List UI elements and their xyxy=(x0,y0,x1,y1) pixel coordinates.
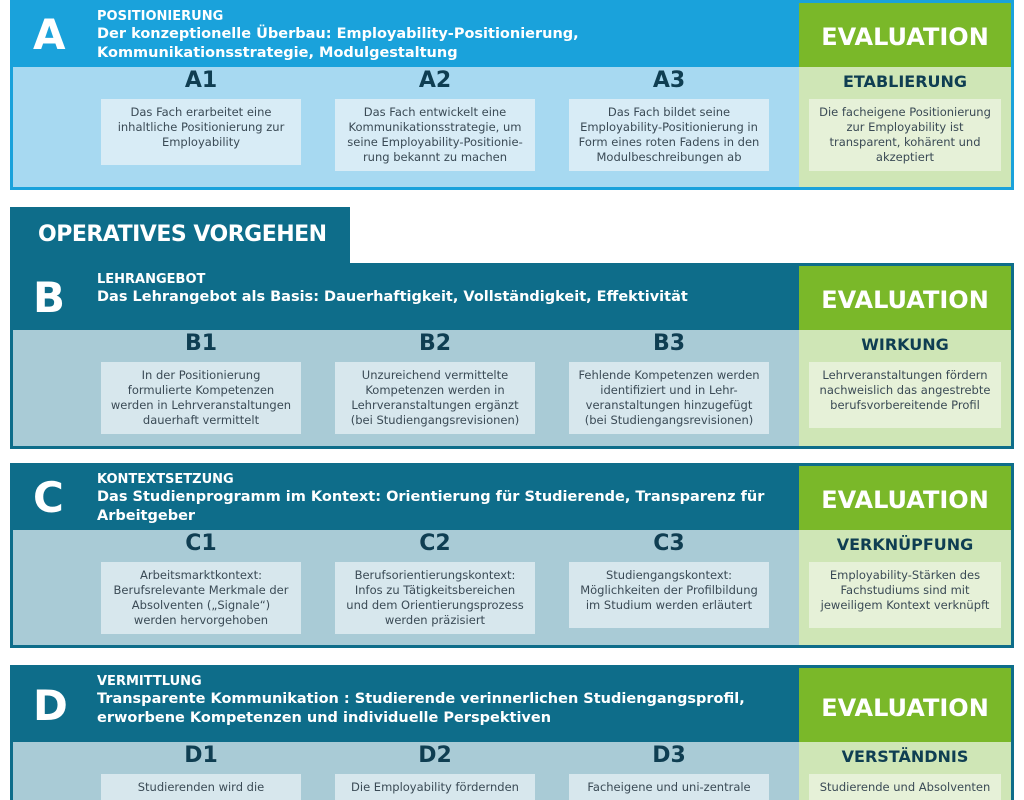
column-card: In der Positionierung formulierte Kompetenzen werden in Lehrveranstaltungen dauerhaft vermittelt xyxy=(101,362,301,434)
evaluation-label: EVALUATION xyxy=(799,266,1011,330)
column-card: Das Fach entwickelt eine Kommunikationsstrategie, um seine Employability-Positionie-rung bekannt zu machen xyxy=(335,99,535,171)
column-a2 xyxy=(335,67,535,177)
column-card: Facheigene und uni-zentrale xyxy=(569,774,769,800)
column-b2 xyxy=(335,330,535,440)
column-card: Fehlende Kompetenzen werden identifiziert und in Lehr-veranstaltungen hinzugefügt (bei Studiengangsrevisionen) xyxy=(569,362,769,434)
section-b-lehrangebot xyxy=(10,263,1014,449)
section-d-header xyxy=(13,668,799,742)
column-card: Berufsorientierungskontext: Infos zu Tätigkeitsbereichen und dem Orientierungsprozess werden präzisiert xyxy=(335,562,535,634)
section-kicker: VERMITTLUNG xyxy=(97,674,202,689)
column-id: A2 xyxy=(418,68,452,93)
section-c-kontextsetzung xyxy=(10,463,1014,648)
column-card: Unzureichend vermittelte Kompetenzen werden in Lehrveranstaltungen ergänzt (bei Studiengangsrevisionen) xyxy=(335,362,535,434)
evaluation-label: EVALUATION xyxy=(799,466,1011,530)
section-kicker: KONTEXTSETZUNG xyxy=(97,472,234,487)
column-c2 xyxy=(335,530,535,640)
section-c-header xyxy=(13,466,799,530)
column-id: B1 xyxy=(184,331,218,356)
section-d-vermittlung xyxy=(10,665,1014,800)
column-id: A3 xyxy=(652,68,686,93)
evaluation-panel xyxy=(799,266,1011,446)
column-id: D3 xyxy=(652,743,686,768)
section-b-header xyxy=(13,266,799,330)
column-b3 xyxy=(569,330,769,440)
evaluation-card: Employability-Stärken des Fachstudiums sind mit jeweiligem Kontext verknüpft xyxy=(809,562,1001,628)
evaluation-panel xyxy=(799,668,1011,800)
evaluation-subtitle: WIRKUNG xyxy=(861,335,949,354)
column-id: A1 xyxy=(184,68,218,93)
column-card: Das Fach bildet seine Employability-Positionierung in Form eines roten Fadens in den Modulbeschreibungen ab xyxy=(569,99,769,171)
section-letter: C xyxy=(33,473,64,522)
column-d3 xyxy=(569,742,769,800)
column-id: C2 xyxy=(419,531,451,556)
column-id: D2 xyxy=(418,743,452,768)
evaluation-panel xyxy=(799,466,1011,645)
evaluation-subtitle: VERKNÜPFUNG xyxy=(836,535,974,554)
section-letter: D xyxy=(33,681,68,730)
column-card: Studierenden wird die xyxy=(101,774,301,800)
evaluation-subtitle: VERSTÄNDNIS xyxy=(841,747,969,766)
column-d2 xyxy=(335,742,535,800)
column-a3 xyxy=(569,67,769,177)
section-title: Der konzeptionelle Überbau: Employability-Positionierung, Kommunikationsstrategie, Modulgestaltung xyxy=(97,26,579,61)
evaluation-card: Lehrveranstaltungen fördern nachweislich das angestrebte berufsvorbereitende Profil xyxy=(809,362,1001,428)
section-letter: A xyxy=(33,10,66,59)
column-id: C3 xyxy=(653,531,685,556)
column-a1 xyxy=(101,67,301,177)
section-kicker: LEHRANGEBOT xyxy=(97,272,206,287)
section-kicker: POSITIONIERUNG xyxy=(97,9,224,24)
column-id: B3 xyxy=(652,331,686,356)
section-a-positionierung xyxy=(10,0,1014,190)
column-d1 xyxy=(101,742,301,800)
section-title: Transparente Kommunikation : Studierende verinnerlichen Studiengangsprofil, erworbene Kompetenzen und individuelle Perspektiven xyxy=(97,691,745,726)
evaluation-label: EVALUATION xyxy=(799,668,1011,742)
evaluation-panel xyxy=(799,3,1011,187)
section-a-header xyxy=(13,3,799,67)
evaluation-subtitle: ETABLIERUNG xyxy=(842,72,968,91)
column-card: Die Employability fördernden xyxy=(335,774,535,800)
evaluation-label: EVALUATION xyxy=(799,3,1011,67)
column-c1 xyxy=(101,530,301,640)
column-id: C1 xyxy=(185,531,217,556)
column-c3 xyxy=(569,530,769,640)
column-id: B2 xyxy=(418,331,452,356)
column-b1 xyxy=(101,330,301,440)
section-title: Das Lehrangebot als Basis: Dauerhaftigkeit, Vollständigkeit, Effektivität xyxy=(97,289,688,305)
column-card: Studiengangskontext: Möglichkeiten der Profilbildung im Studium werden erläutert xyxy=(569,562,769,628)
column-id: D1 xyxy=(184,743,218,768)
section-letter: B xyxy=(33,273,66,322)
evaluation-card: Studierende und Absolventen xyxy=(809,774,1001,800)
operatives-vorgehen-tab: OPERATIVES VORGEHEN xyxy=(10,207,350,265)
column-card: Arbeitsmarktkontext: Berufsrelevante Merkmale der Absolventen („Signale“) werden hervorgehoben xyxy=(101,562,301,634)
column-card: Das Fach erarbeitet eine inhaltliche Positionierung zur Employability xyxy=(101,99,301,165)
evaluation-card: Die facheigene Positionierung zur Employability ist transparent, kohärent und akzeptiert xyxy=(809,99,1001,171)
section-title: Das Studienprogramm im Kontext: Orientierung für Studierende, Transparenz für Arbeitgeber xyxy=(97,489,765,524)
